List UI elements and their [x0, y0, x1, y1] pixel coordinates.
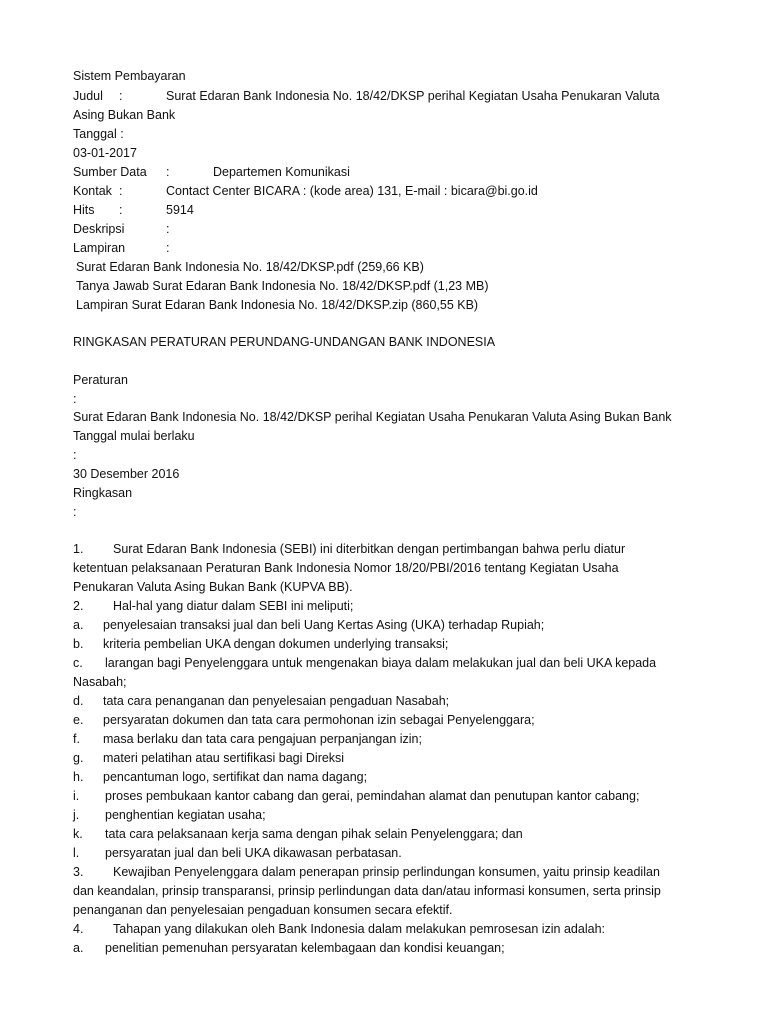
list-item: [73, 655, 693, 671]
hits-colon: :: [119, 203, 123, 217]
point-number: 3.: [73, 865, 84, 879]
item-letter: f.: [73, 732, 80, 746]
point-text-cont: penanganan dan penyelesaian pengaduan konsumen secara efektif.: [73, 903, 453, 917]
list-item: [73, 731, 693, 747]
point-number: 4.: [73, 922, 84, 936]
item-text: tata cara penanganan dan penyelesaian pengaduan Nasabah;: [103, 694, 450, 708]
list-item: [73, 636, 693, 652]
list-item: [73, 807, 693, 823]
point-number: 1.: [73, 542, 84, 556]
sumber-value: Departemen Komunikasi: [213, 165, 350, 179]
attachment-link[interactable]: Lampiran Surat Edaran Bank Indonesia No. 18/42/DKSP.zip (860,55 KB): [76, 298, 479, 312]
item-text: persyaratan jual dan beli UKA dikawasan perbatasan.: [105, 846, 402, 860]
peraturan-label: Peraturan: [73, 373, 128, 387]
hits-value: 5914: [166, 203, 194, 217]
section-title-text: Sistem Pembayaran: [73, 69, 186, 83]
sumber-label: Sumber Data: [73, 165, 147, 179]
point-text: Surat Edaran Bank Indonesia (SEBI) ini diterbitkan dengan pertimbangan bahwa perlu diatur: [113, 542, 626, 556]
point-text-cont: Penukaran Valuta Asing Bukan Bank (KUPVA BB).: [73, 580, 353, 594]
point-3: [73, 864, 693, 880]
point-text-cont: dan keandalan, prinsip transparansi, prinsip perlindungan data dan/atau informasi konsumen, serta prinsip: [73, 884, 661, 898]
list-item: [73, 617, 693, 633]
kontak-value: Contact Center BICARA : (kode area) 131, E-mail : bicara@bi.go.id: [166, 184, 538, 198]
deskripsi-row: [73, 221, 693, 237]
item-letter: e.: [73, 713, 84, 727]
item-text: materi pelatihan atau sertifikasi bagi Direksi: [103, 751, 345, 765]
summary-heading: RINGKASAN PERATURAN PERUNDANG-UNDANGAN BANK INDONESIA: [73, 335, 496, 349]
peraturan-value: Surat Edaran Bank Indonesia No. 18/42/DKSP perihal Kegiatan Usaha Penukaran Valuta Asing Bukan Bank: [73, 410, 672, 424]
list-item: [73, 826, 693, 842]
judul-value: Surat Edaran Bank Indonesia No. 18/42/DKSP perihal Kegiatan Usaha Penukaran Valuta: [166, 89, 660, 103]
item-text: penghentian kegiatan usaha;: [105, 808, 266, 822]
item-text: pencantuman logo, sertifikat dan nama dagang;: [103, 770, 368, 784]
tanggal-label: Tanggal :: [73, 127, 124, 141]
judul-colon: :: [119, 89, 123, 103]
lampiran-row: [73, 240, 693, 256]
item-letter: b.: [73, 637, 84, 651]
peraturan-colon: :: [73, 392, 77, 406]
judul-row: [73, 88, 693, 104]
hits-label: Hits: [73, 203, 95, 217]
lampiran-colon: :: [166, 241, 170, 255]
point-text-cont: ketentuan pelaksanaan Peraturan Bank Indonesia Nomor 18/20/PBI/2016 tentang Kegiatan Usaha: [73, 561, 619, 575]
kontak-colon: :: [119, 184, 123, 198]
berlaku-value: 30 Desember 2016: [73, 467, 180, 481]
list-item: [73, 788, 693, 804]
item-text: masa berlaku dan tata cara pengajuan perpanjangan izin;: [103, 732, 422, 746]
item-text: tata cara pelaksanaan kerja sama dengan pihak selain Penyelenggara; dan: [105, 827, 523, 841]
point-2: [73, 598, 693, 614]
list-item: [73, 693, 693, 709]
point-number: 2.: [73, 599, 84, 613]
item-letter: l.: [73, 846, 80, 860]
berlaku-colon: :: [73, 448, 77, 462]
kontak-row: [73, 183, 693, 199]
tanggal-value: 03-01-2017: [73, 146, 137, 160]
list-item: [73, 769, 693, 785]
item-text: proses pembukaan kantor cabang dan gerai, pemindahan alamat dan penutupan kantor cabang;: [105, 789, 640, 803]
point-1: [73, 541, 693, 557]
item-text: penelitian pemenuhan persyaratan kelembagaan dan kondisi keuangan;: [105, 941, 505, 955]
item-text: penyelesaian transaksi jual dan beli Uang Kertas Asing (UKA) terhadap Rupiah;: [103, 618, 545, 632]
item-text: persyaratan dokumen dan tata cara permohonan izin sebagai Penyelenggara;: [103, 713, 535, 727]
point-text: Hal-hal yang diatur dalam SEBI ini meliputi;: [113, 599, 354, 613]
kontak-label: Kontak: [73, 184, 112, 198]
item-text: larangan bagi Penyelenggara untuk mengenakan biaya dalam melakukan jual dan beli UKA kepada: [105, 656, 657, 670]
item-text-cont: Nasabah;: [73, 675, 127, 689]
item-letter: j.: [73, 808, 80, 822]
list-item: [73, 712, 693, 728]
section-title: [73, 68, 186, 84]
item-letter: g.: [73, 751, 84, 765]
hits-row: [73, 202, 693, 218]
item-letter: d.: [73, 694, 84, 708]
point-4: [73, 921, 693, 937]
item-letter: c.: [73, 656, 83, 670]
lampiran-label: Lampiran: [73, 241, 126, 255]
attachment-link[interactable]: Tanya Jawab Surat Edaran Bank Indonesia No. 18/42/DKSP.pdf (1,23 MB): [76, 279, 489, 293]
item-letter: a.: [73, 941, 84, 955]
item-text: kriteria pembelian UKA dengan dokumen underlying transaksi;: [103, 637, 449, 651]
item-letter: i.: [73, 789, 80, 803]
item-letter: a.: [73, 618, 84, 632]
list-item: [73, 845, 693, 861]
judul-value-cont: Asing Bukan Bank: [73, 108, 176, 122]
berlaku-label: Tanggal mulai berlaku: [73, 429, 195, 443]
item-letter: h.: [73, 770, 84, 784]
deskripsi-label: Deskripsi: [73, 222, 125, 236]
deskripsi-colon: :: [166, 222, 170, 236]
list-item: [73, 750, 693, 766]
ringkasan-colon: :: [73, 505, 77, 519]
sumber-colon: :: [166, 165, 170, 179]
attachment-link[interactable]: Surat Edaran Bank Indonesia No. 18/42/DKSP.pdf (259,66 KB): [76, 260, 424, 274]
ringkasan-label: Ringkasan: [73, 486, 133, 500]
point-text: Kewajiban Penyelenggara dalam penerapan prinsip perlindungan konsumen, yaitu prinsip keadilan: [113, 865, 660, 879]
item-letter: k.: [73, 827, 83, 841]
sumber-row: [73, 164, 693, 180]
list-item: [73, 940, 693, 956]
judul-label: Judul: [73, 89, 103, 103]
point-text: Tahapan yang dilakukan oleh Bank Indonesia dalam melakukan pemrosesan izin adalah:: [113, 922, 605, 936]
